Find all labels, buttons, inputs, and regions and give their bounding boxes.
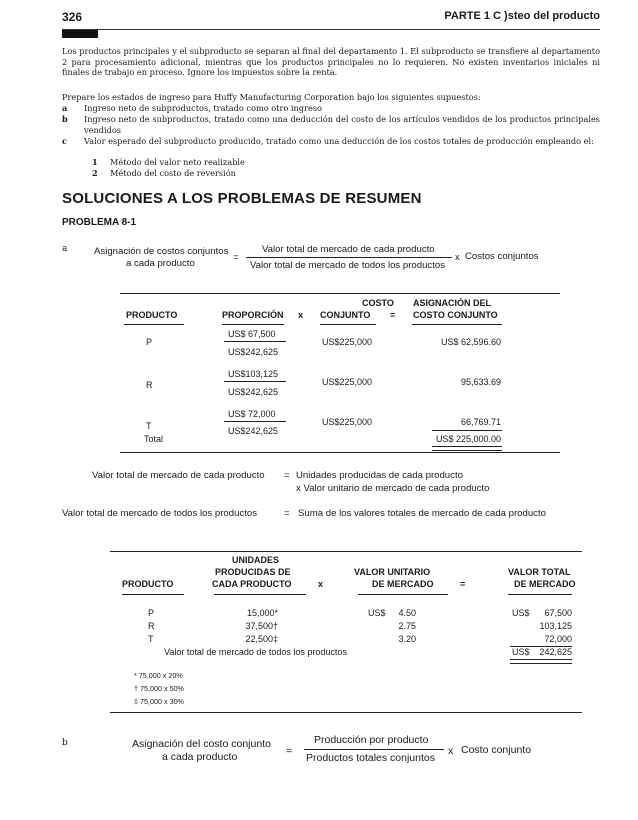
intro-paragraph-2: Prepare los estados de ingreso para Huffy Manufacturing Corporation bajo los siguientes supuestos:: [62, 92, 481, 102]
t1-col-rule: [320, 324, 376, 325]
list-text: Valor esperado del subproducto producido, tratado como una deducción de los costos totales de producción empleando el:: [84, 136, 594, 146]
t2-row-units: 15,000*: [246, 608, 278, 618]
t2-total-value: 242,625: [539, 647, 572, 657]
t1-row-product: T: [146, 421, 152, 431]
t2-header-total-l1: VALOR TOTAL: [508, 567, 571, 577]
formula-b-equals: =: [286, 745, 293, 757]
formula-a-times: x: [455, 252, 460, 263]
t2-total-double-rule: [510, 659, 572, 664]
t2-header-total-l2: DE MERCADO: [514, 579, 576, 589]
list-marker: c: [62, 136, 67, 146]
t2-row-total: 72,000: [544, 634, 572, 644]
definition-2-lhs: Valor total de mercado de todos los productos: [62, 508, 258, 519]
formula-a-fraction-bar: [246, 257, 452, 258]
t1-row-fraction-bar: [224, 421, 286, 422]
t2-row-product: R: [148, 621, 155, 631]
t1-row-alloc: 66,769.71: [460, 417, 501, 427]
t1-row-alloc: 95,633.69: [460, 377, 501, 387]
definition-2-rhs: Suma de los valores totales de mercado de cada producto: [298, 508, 546, 519]
t1-header-alloc-l1: ASIGNACIÓN DEL: [413, 298, 492, 308]
t1-header-times: x: [298, 310, 304, 320]
definition-1-rhs-line1: Unidades producidas de cada producto: [296, 470, 463, 481]
list-marker: b: [62, 114, 68, 124]
t1-header-eq: =: [390, 310, 396, 320]
list-text: Ingreso neto de subproductos, tratado como una deducción del costo de los artículos vendidos de los productos principales vendidos: [84, 114, 600, 135]
t2-col-rule: [122, 594, 184, 595]
formula-a-numerator: Valor total de mercado de cada producto: [262, 244, 435, 255]
t2-header-units-l2: PRODUCIDAS DE: [215, 567, 291, 577]
formula-a-rhs: Costos conjuntos: [465, 251, 539, 262]
t2-col-rule: [358, 594, 448, 595]
t1-total-label: Total: [144, 434, 164, 444]
t2-header-units-l3: CADA PRODUCTO: [212, 579, 292, 589]
sub-list-text: Método del costo de reversión: [110, 168, 236, 178]
formula-a-marker: a: [62, 244, 68, 254]
t1-row-denominator: US$242,625: [228, 387, 279, 397]
t1-total-double-rule: [432, 446, 502, 451]
t2-row-price: 4.50: [398, 608, 416, 618]
t2-row-price-currency: US$: [368, 608, 386, 618]
t1-row-numerator: US$103,125: [228, 369, 279, 379]
list-marker: a: [62, 103, 68, 113]
t1-row-denominator: US$242,625: [228, 347, 279, 357]
formula-b-rhs: Costo conjunto: [461, 744, 532, 756]
footnote: ‡ 75,000 x 30%: [134, 697, 184, 706]
t2-header-times: x: [318, 579, 324, 589]
t1-row-fraction-bar: [224, 341, 286, 342]
sub-list-marker: 2: [92, 168, 98, 178]
t1-col-rule: [124, 324, 184, 325]
formula-a-equals: =: [233, 252, 239, 263]
t1-row-cost: US$225,000: [322, 417, 373, 427]
t1-row-product: P: [146, 337, 153, 347]
definition-1-rhs-line2: x Valor unitario de mercado de cada producto: [296, 483, 490, 494]
footnote: † 75,000 x 50%: [134, 684, 184, 693]
t2-header-unit-l2: DE MERCADO: [372, 579, 434, 589]
formula-b-numerator: Producción por producto: [314, 734, 429, 746]
formula-b-marker: b: [62, 738, 68, 748]
t1-row-denominator: US$242,625: [228, 426, 279, 436]
formula-b-lhs-line1: Asignación del costo conjunto: [132, 738, 271, 750]
intro-paragraph-1: Los productos principales y el subproducto se separan al final del departamento 1. El subproducto se transfiere al departamento 2 para procesamiento adicional, mientras que los productos principales no lo requieren. No existen inventarios iniciales ni finales de trabajo en proceso. Ignore los impuestos sobre la renta.: [62, 46, 600, 78]
header-rule: [62, 29, 600, 30]
t2-total-label: Valor total de mercado de todos los productos: [164, 647, 347, 657]
t2-header-unit-l1: VALOR UNITARIO: [354, 567, 431, 577]
t2-header-eq: =: [460, 579, 466, 589]
t1-header-product: PRODUCTO: [126, 310, 178, 320]
t1-header-cost-l1: COSTO: [362, 298, 394, 308]
t1-row-numerator: US$ 72,000: [228, 409, 276, 419]
t2-row-product: T: [148, 634, 154, 644]
t1-header-alloc-l2: COSTO CONJUNTO: [413, 310, 498, 320]
t1-row-alloc: US$ 62,596.60: [440, 337, 501, 347]
t1-header-cost-l2: CONJUNTO: [320, 310, 371, 320]
t1-col-rule: [222, 324, 284, 325]
table1-top-rule: [120, 293, 560, 294]
t1-subtotal-rule: [432, 430, 502, 431]
table2-bottom-rule: [110, 712, 582, 713]
part-title: PARTE 1 C )steo del producto: [444, 10, 600, 22]
t1-row-numerator: US$ 67,500: [228, 329, 276, 339]
t1-row-fraction-bar: [224, 381, 286, 382]
sub-list-marker: 1: [92, 157, 98, 167]
definition-2-equals: =: [284, 508, 290, 519]
t1-header-proportion: PROPORCIÓN: [222, 310, 284, 320]
formula-b-lhs-line2: a cada producto: [162, 751, 238, 763]
t2-header-product: PRODUCTO: [122, 579, 174, 589]
header-block: [62, 30, 98, 38]
t2-total-currency: US$: [512, 647, 530, 657]
formula-b-fraction-bar: [304, 749, 444, 750]
sub-list-text: Método del valor neto realizable: [110, 157, 245, 167]
t1-row-product: R: [146, 380, 153, 390]
formula-a-lhs-line1: Asignación de costos conjuntos: [94, 246, 229, 257]
t2-row-product: P: [148, 608, 155, 618]
t2-row-total: 67,500: [544, 608, 572, 618]
t2-col-rule: [508, 594, 572, 595]
formula-a-lhs-line2: a cada producto: [126, 258, 195, 269]
definition-1-equals: =: [284, 470, 290, 481]
section-title: SOLUCIONES A LOS PROBLEMAS DE RESUMEN: [62, 190, 422, 207]
t2-row-price: 3.20: [398, 634, 416, 644]
t2-header-units-l1: UNIDADES: [232, 555, 280, 565]
formula-a-denominator: Valor total de mercado de todos los productos: [250, 260, 446, 271]
definition-1-lhs: Valor total de mercado de cada producto: [92, 470, 265, 481]
t1-row-cost: US$225,000: [322, 377, 373, 387]
formula-b-denominator: Productos totales conjuntos: [306, 752, 435, 764]
page-number: 326: [62, 10, 83, 24]
t2-col-rule: [214, 594, 306, 595]
t1-row-cost: US$225,000: [322, 337, 373, 347]
t2-row-units: 22,500‡: [245, 634, 278, 644]
problem-title: PROBLEMA 8-1: [62, 217, 137, 228]
t1-total-value: US$ 225,000.00: [435, 434, 501, 444]
t2-row-total: 103,125: [539, 621, 572, 631]
t2-row-units: 37,500†: [245, 621, 278, 631]
t2-row-price: 2.75: [398, 621, 416, 631]
table2-top-rule: [110, 551, 582, 552]
formula-b-times: x: [448, 745, 454, 757]
t2-row-total-currency: US$: [512, 608, 530, 618]
footnote: * 75,000 x 20%: [134, 671, 183, 680]
table1-bottom-rule: [120, 452, 560, 453]
t1-col-rule: [412, 324, 502, 325]
list-text: Ingreso neto de subproductos, tratado como otro ingreso: [84, 103, 322, 113]
